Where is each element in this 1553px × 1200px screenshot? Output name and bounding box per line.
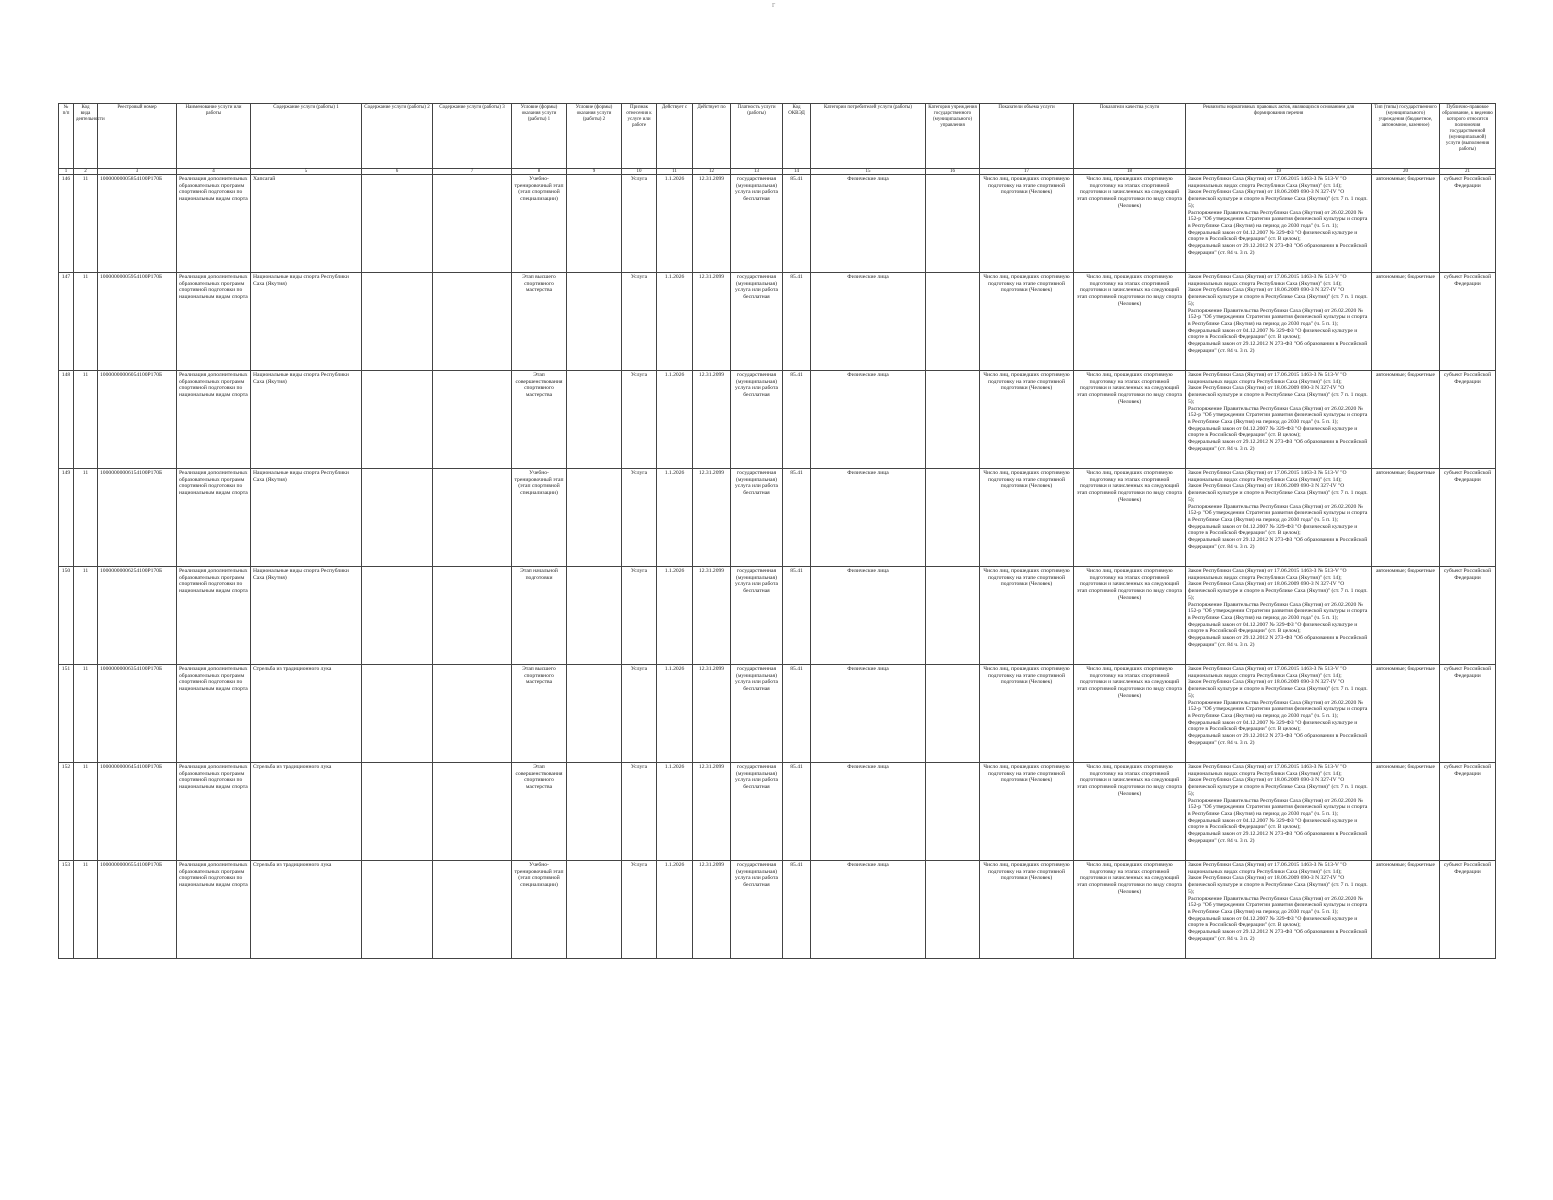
- okved-code: 85.41: [783, 665, 811, 763]
- volume-indicator: Число лиц, прошедших спортивную подготовку на этапе спортивной подготовки (Человек): [980, 469, 1074, 567]
- public-entity: субъект Российской Федерации: [1440, 763, 1496, 861]
- volume-indicator: Число лиц, прошедших спортивную подготовку на этапе спортивной подготовки (Человек): [980, 665, 1074, 763]
- legal-act-line: Распоряжение Правительства Республики Саха (Якутия) от 26.02.2020 № 152-р "Об утверждении Стратегии развития физической культуры и спорта в Республике Саха (Якутия) на период до 2030 года" (ч. 5 п. 1);: [1188, 503, 1368, 523]
- legal-act-line: Закон Республики Саха (Якутия) от 17.06.2015 1463-З № 513-V "О национальных видах спорта Республики Саха (Якутия)" (ст. 14);: [1188, 666, 1347, 679]
- okved-code: 85.41: [783, 763, 811, 861]
- legal-act-line: Распоряжение Правительства Республики Саха (Якутия) от 26.02.2020 № 152-р "Об утверждении Стратегии развития физической культуры и спорта в Республике Саха (Якутия) на период до 2030 года" (ч. 5 п. 1);: [1188, 797, 1368, 817]
- content-3: [433, 273, 512, 371]
- content-2: [362, 175, 433, 273]
- legal-act-line: Федеральный закон от 29.12.2012 N 273-ФЗ "Об образовании в Российской Федерации" (ст. 84 ч. 3 п. 2): [1188, 537, 1368, 550]
- service-sign: Услуга: [622, 861, 657, 959]
- service-name: Реализация дополнительных образовательных программ спортивной подготовки по национальным видам спорта: [177, 567, 251, 665]
- content-2: [362, 469, 433, 567]
- column-number: 11: [657, 169, 693, 175]
- consumer-category: Физические лица: [811, 763, 926, 861]
- service-name: Реализация дополнительных образовательных программ спортивной подготовки по национальным видам спорта: [177, 861, 251, 959]
- registry-number: 10000000006554100Р170Б: [98, 861, 177, 959]
- content-3: [433, 371, 512, 469]
- column-number: 14: [783, 169, 811, 175]
- legal-act-line: Закон Республики Саха (Якутия) от 18.06.2009 690-З N 327-IV "О физической культуре и спорте в Республике Саха (Якутия)" (ст. 7 п. 1 подп. 5);: [1188, 581, 1368, 601]
- activity-code: 11: [74, 371, 98, 469]
- legal-act-line: Закон Республики Саха (Якутия) от 18.06.2009 690-З N 327-IV "О физической культуре и спорте в Республике Саха (Якутия)" (ст. 7 п. 1 подп. 5);: [1188, 385, 1368, 405]
- column-number: 2: [74, 169, 98, 175]
- date-to: 12.31.2099: [693, 861, 731, 959]
- activity-code: 11: [74, 567, 98, 665]
- content-2: [362, 861, 433, 959]
- legal-acts: [1186, 567, 1372, 665]
- activity-code: 11: [74, 861, 98, 959]
- content-2: [362, 763, 433, 861]
- column-header: Содержание услуги (работы) 3: [433, 104, 512, 169]
- legal-act-line: Распоряжение Правительства Республики Саха (Якутия) от 26.02.2020 № 152-р "Об утверждении Стратегии развития физической культуры и спорта в Республике Саха (Якутия) на период до 2030 года" (ч. 5 п. 1);: [1188, 307, 1368, 327]
- date-from: 1.1.2026: [657, 371, 693, 469]
- activity-code: 11: [74, 763, 98, 861]
- condition-2: [567, 567, 622, 665]
- activity-code: 11: [74, 469, 98, 567]
- column-header: Платность услуги (работы): [731, 104, 783, 169]
- service-sign: Услуга: [622, 175, 657, 273]
- volume-indicator: Число лиц, прошедших спортивную подготовку на этапе спортивной подготовки (Человек): [980, 861, 1074, 959]
- quality-indicator: Число лиц, прошедших спортивную подготовку на этапах спортивной подготовки и зачисленных на следующий этап спортивной подготовки по виду спорта (Человек): [1074, 469, 1186, 567]
- payment-type: государственная (муниципальная) услуга или работа бесплатная: [731, 469, 783, 567]
- row-number: 152: [59, 763, 74, 861]
- column-number: 13: [731, 169, 783, 175]
- condition-1: Учебно-тренировочный этап (этап спортивной специализации): [512, 175, 567, 273]
- okved-code: 85.41: [783, 273, 811, 371]
- quality-indicator: Число лиц, прошедших спортивную подготовку на этапах спортивной подготовки и зачисленных на следующий этап спортивной подготовки по виду спорта (Человек): [1074, 371, 1186, 469]
- legal-act-line: Федеральный закон от 29.12.2012 N 273-ФЗ "Об образовании в Российской Федерации" (ст. 84 ч. 3 п. 2): [1188, 341, 1368, 354]
- institution-category: [926, 371, 980, 469]
- service-sign: Услуга: [622, 665, 657, 763]
- okved-code: 85.41: [783, 861, 811, 959]
- consumer-category: Физические лица: [811, 371, 926, 469]
- content-1: Хапсагай: [251, 175, 362, 273]
- column-number: 20: [1372, 169, 1440, 175]
- legal-act-line: Распоряжение Правительства Республики Саха (Якутия) от 26.02.2020 № 152-р "Об утверждении Стратегии развития физической культуры и спорта в Республике Саха (Якутия) на период до 2030 года" (ч. 5 п. 1);: [1188, 405, 1368, 425]
- payment-type: государственная (муниципальная) услуга или работа бесплатная: [731, 371, 783, 469]
- legal-acts: [1186, 273, 1372, 371]
- column-header: Категория учреждения государственного (муниципального) управления: [926, 104, 980, 169]
- row-number: 150: [59, 567, 74, 665]
- table-row: [59, 469, 1496, 567]
- legal-acts: [1186, 861, 1372, 959]
- consumer-category: Физические лица: [811, 665, 926, 763]
- activity-code: 11: [74, 665, 98, 763]
- column-header: Действует с: [657, 104, 693, 169]
- service-sign: Услуга: [622, 273, 657, 371]
- volume-indicator: Число лиц, прошедших спортивную подготовку на этапе спортивной подготовки (Человек): [980, 175, 1074, 273]
- content-2: [362, 567, 433, 665]
- okved-code: 85.41: [783, 567, 811, 665]
- date-to: 12.31.2099: [693, 469, 731, 567]
- service-sign: Услуга: [622, 763, 657, 861]
- okved-code: 85.41: [783, 469, 811, 567]
- column-number: 7: [433, 169, 512, 175]
- date-from: 1.1.2026: [657, 665, 693, 763]
- service-name: Реализация дополнительных образовательных программ спортивной подготовки по национальным видам спорта: [177, 665, 251, 763]
- column-header: Код вида деятельности: [74, 104, 98, 169]
- legal-act-line: Федеральный закон от 29.12.2012 N 273-ФЗ "Об образовании в Российской Федерации" (ст. 84 ч. 3 п. 2): [1188, 439, 1368, 452]
- column-number: 16: [926, 169, 980, 175]
- service-name: Реализация дополнительных образовательных программ спортивной подготовки по национальным видам спорта: [177, 175, 251, 273]
- service-name: Реализация дополнительных образовательных программ спортивной подготовки по национальным видам спорта: [177, 371, 251, 469]
- content-1: Стрельба из традиционного лука: [251, 665, 362, 763]
- legal-acts: [1186, 469, 1372, 567]
- institution-category: [926, 763, 980, 861]
- content-2: [362, 665, 433, 763]
- date-from: 1.1.2026: [657, 763, 693, 861]
- registry-number: 10000000006054100Р170Б: [98, 371, 177, 469]
- row-number: 146: [59, 175, 74, 273]
- column-number: 6: [362, 169, 433, 175]
- legal-act-line: Распоряжение Правительства Республики Саха (Якутия) от 26.02.2020 № 152-р "Об утверждении Стратегии развития физической культуры и спорта в Республике Саха (Якутия) на период до 2030 года" (ч. 5 п. 1);: [1188, 699, 1368, 719]
- institution-type: автономные; бюджетные: [1372, 567, 1440, 665]
- column-header: Действует по: [693, 104, 731, 169]
- legal-act-line: Закон Республики Саха (Якутия) от 17.06.2015 1463-З № 513-V "О национальных видах спорта Республики Саха (Якутия)" (ст. 14);: [1188, 764, 1347, 777]
- table-row: [59, 763, 1496, 861]
- condition-2: [567, 665, 622, 763]
- service-name: Реализация дополнительных образовательных программ спортивной подготовки по национальным видам спорта: [177, 273, 251, 371]
- legal-act-line: Федеральный закон от 04.12.2007 № 329-ФЗ "О физической культуре и спорте в Российской Федерации" (ст. В целом);: [1188, 719, 1358, 733]
- legal-act-line: Закон Республики Саха (Якутия) от 18.06.2009 690-З N 327-IV "О физической культуре и спорте в Республике Саха (Якутия)" (ст. 7 п. 1 подп. 5);: [1188, 777, 1368, 797]
- payment-type: государственная (муниципальная) услуга или работа бесплатная: [731, 567, 783, 665]
- date-to: 12.31.2099: [693, 273, 731, 371]
- consumer-category: Физические лица: [811, 273, 926, 371]
- registry-number: 10000000005854100Р170Б: [98, 175, 177, 273]
- table-row: [59, 861, 1496, 959]
- date-to: 12.31.2099: [693, 567, 731, 665]
- content-3: [433, 763, 512, 861]
- column-header: № п/п: [59, 104, 74, 169]
- okved-code: 85.41: [783, 175, 811, 273]
- column-header: Реестровый номер: [98, 104, 177, 169]
- column-number: 3: [98, 169, 177, 175]
- content-3: [433, 469, 512, 567]
- institution-type: автономные; бюджетные: [1372, 469, 1440, 567]
- legal-acts: [1186, 175, 1372, 273]
- legal-act-line: Федеральный закон от 04.12.2007 № 329-ФЗ "О физической культуре и спорте в Российской Федерации" (ст. В целом);: [1188, 621, 1358, 635]
- legal-act-line: Закон Республики Саха (Якутия) от 17.06.2015 1463-З № 513-V "О национальных видах спорта Республики Саха (Якутия)" (ст. 14);: [1188, 862, 1347, 875]
- content-3: [433, 665, 512, 763]
- legal-acts: [1186, 763, 1372, 861]
- public-entity: субъект Российской Федерации: [1440, 861, 1496, 959]
- registry-number: 10000000006354100Р170Б: [98, 665, 177, 763]
- content-3: [433, 175, 512, 273]
- public-entity: субъект Российской Федерации: [1440, 567, 1496, 665]
- institution-type: автономные; бюджетные: [1372, 175, 1440, 273]
- column-number: 10: [622, 169, 657, 175]
- column-header: Условие (формы) оказания услуги (работы) 2: [567, 104, 622, 169]
- registry-number: 10000000006454100Р170Б: [98, 763, 177, 861]
- legal-act-line: Федеральный закон от 04.12.2007 № 329-ФЗ "О физической культуре и спорте в Российской Федерации" (ст. В целом);: [1188, 915, 1358, 929]
- condition-1: Этап совершенствования спортивного мастерства: [512, 371, 567, 469]
- column-header: Категории потребителей услуги (работы): [811, 104, 926, 169]
- quality-indicator: Число лиц, прошедших спортивную подготовку на этапах спортивной подготовки и зачисленных на следующий этап спортивной подготовки по виду спорта (Человек): [1074, 763, 1186, 861]
- institution-category: [926, 175, 980, 273]
- legal-act-line: Закон Республики Саха (Якутия) от 18.06.2009 690-З N 327-IV "О физической культуре и спорте в Республике Саха (Якутия)" (ст. 7 п. 1 подп. 5);: [1188, 287, 1368, 307]
- column-number: 9: [567, 169, 622, 175]
- column-header: Показатели качества услуги: [1074, 104, 1186, 169]
- column-number: 21: [1440, 169, 1496, 175]
- payment-type: государственная (муниципальная) услуга или работа бесплатная: [731, 861, 783, 959]
- content-1: Национальные виды спорта Республики Саха (Якутия): [251, 469, 362, 567]
- public-entity: субъект Российской Федерации: [1440, 371, 1496, 469]
- date-to: 12.31.2099: [693, 665, 731, 763]
- condition-1: Этап начальной подготовки: [512, 567, 567, 665]
- content-3: [433, 861, 512, 959]
- condition-1: Учебно-тренировочный этап (этап спортивной специализации): [512, 469, 567, 567]
- payment-type: государственная (муниципальная) услуга или работа бесплатная: [731, 175, 783, 273]
- legal-act-line: Федеральный закон от 04.12.2007 № 329-ФЗ "О физической культуре и спорте в Российской Федерации" (ст. В целом);: [1188, 425, 1358, 439]
- legal-act-line: Закон Республики Саха (Якутия) от 17.06.2015 1463-З № 513-V "О национальных видах спорта Республики Саха (Якутия)" (ст. 14);: [1188, 568, 1347, 581]
- registry-number: 10000000006254100Р170Б: [98, 567, 177, 665]
- date-from: 1.1.2026: [657, 567, 693, 665]
- column-header: Содержание услуги (работы) 1: [251, 104, 362, 169]
- legal-act-line: Закон Республики Саха (Якутия) от 17.06.2015 1463-З № 513-V "О национальных видах спорта Республики Саха (Якутия)" (ст. 14);: [1188, 274, 1347, 287]
- institution-category: [926, 567, 980, 665]
- legal-act-line: Федеральный закон от 29.12.2012 N 273-ФЗ "Об образовании в Российской Федерации" (ст. 84 ч. 3 п. 2): [1188, 831, 1368, 844]
- date-to: 12.31.2099: [693, 371, 731, 469]
- quality-indicator: Число лиц, прошедших спортивную подготовку на этапах спортивной подготовки и зачисленных на следующий этап спортивной подготовки по виду спорта (Человек): [1074, 273, 1186, 371]
- legal-act-line: Распоряжение Правительства Республики Саха (Якутия) от 26.02.2020 № 152-р "Об утверждении Стратегии развития физической культуры и спорта в Республике Саха (Якутия) на период до 2030 года" (ч. 5 п. 1);: [1188, 895, 1368, 915]
- institution-type: автономные; бюджетные: [1372, 861, 1440, 959]
- content-3: [433, 567, 512, 665]
- institution-type: автономные; бюджетные: [1372, 763, 1440, 861]
- column-number: 1: [59, 169, 74, 175]
- condition-1: Этап совершенствования спортивного мастерства: [512, 763, 567, 861]
- column-header: Признак отнесения к услуге или работе: [622, 104, 657, 169]
- legal-act-line: Закон Республики Саха (Якутия) от 18.06.2009 690-З N 327-IV "О физической культуре и спорте в Республике Саха (Якутия)" (ст. 7 п. 1 подп. 5);: [1188, 875, 1368, 895]
- content-1: Стрельба из традиционного лука: [251, 861, 362, 959]
- column-number: 17: [980, 169, 1074, 175]
- content-2: [362, 371, 433, 469]
- column-header: Наименование услуги или работы: [177, 104, 251, 169]
- legal-act-line: Федеральный закон от 04.12.2007 № 329-ФЗ "О физической культуре и спорте в Российской Федерации" (ст. В целом);: [1188, 327, 1358, 341]
- institution-category: [926, 665, 980, 763]
- date-to: 12.31.2099: [693, 175, 731, 273]
- legal-act-line: Федеральный закон от 29.12.2012 N 273-ФЗ "Об образовании в Российской Федерации" (ст. 84 ч. 3 п. 2): [1188, 929, 1368, 942]
- column-number: 18: [1074, 169, 1186, 175]
- row-number: 147: [59, 273, 74, 371]
- legal-act-line: Распоряжение Правительства Республики Саха (Якутия) от 26.02.2020 № 152-р "Об утверждении Стратегии развития физической культуры и спорта в Республике Саха (Якутия) на период до 2030 года" (ч. 5 п. 1);: [1188, 209, 1368, 229]
- institution-category: [926, 861, 980, 959]
- activity-code: 11: [74, 175, 98, 273]
- condition-1: Учебно-тренировочный этап (этап спортивной специализации): [512, 861, 567, 959]
- payment-type: государственная (муниципальная) услуга или работа бесплатная: [731, 273, 783, 371]
- condition-2: [567, 861, 622, 959]
- table-row: [59, 371, 1496, 469]
- condition-2: [567, 763, 622, 861]
- column-number: 5: [251, 169, 362, 175]
- quality-indicator: Число лиц, прошедших спортивную подготовку на этапах спортивной подготовки и зачисленных на следующий этап спортивной подготовки по виду спорта (Человек): [1074, 861, 1186, 959]
- header-row: [59, 104, 1496, 169]
- service-sign: Услуга: [622, 371, 657, 469]
- legal-act-line: Федеральный закон от 29.12.2012 N 273-ФЗ "Об образовании в Российской Федерации" (ст. 84 ч. 3 п. 2): [1188, 243, 1368, 256]
- institution-category: [926, 469, 980, 567]
- service-name: Реализация дополнительных образовательных программ спортивной подготовки по национальным видам спорта: [177, 763, 251, 861]
- volume-indicator: Число лиц, прошедших спортивную подготовку на этапе спортивной подготовки (Человек): [980, 371, 1074, 469]
- condition-2: [567, 371, 622, 469]
- quality-indicator: Число лиц, прошедших спортивную подготовку на этапах спортивной подготовки и зачисленных на следующий этап спортивной подготовки по виду спорта (Человек): [1074, 665, 1186, 763]
- consumer-category: Физические лица: [811, 469, 926, 567]
- content-1: Национальные виды спорта Республики Саха (Якутия): [251, 567, 362, 665]
- legal-act-line: Закон Республики Саха (Якутия) от 17.06.2015 1463-З № 513-V "О национальных видах спорта Республики Саха (Якутия)" (ст. 14);: [1188, 470, 1347, 483]
- legal-act-line: Федеральный закон от 29.12.2012 N 273-ФЗ "Об образовании в Российской Федерации" (ст. 84 ч. 3 п. 2): [1188, 635, 1368, 648]
- condition-2: [567, 469, 622, 567]
- legal-acts: [1186, 371, 1372, 469]
- legal-act-line: Федеральный закон от 04.12.2007 № 329-ФЗ "О физической культуре и спорте в Российской Федерации" (ст. В целом);: [1188, 523, 1358, 537]
- column-number: 8: [512, 169, 567, 175]
- content-1: Национальные виды спорта Республики Саха (Якутия): [251, 371, 362, 469]
- okved-code: 85.41: [783, 371, 811, 469]
- condition-1: Этап высшего спортивного мастерства: [512, 273, 567, 371]
- condition-2: [567, 273, 622, 371]
- table-row: [59, 273, 1496, 371]
- legal-act-line: Распоряжение Правительства Республики Саха (Якутия) от 26.02.2020 № 152-р "Об утверждении Стратегии развития физической культуры и спорта в Республике Саха (Якутия) на период до 2030 года" (ч. 5 п. 1);: [1188, 601, 1368, 621]
- column-header: Показатели объема услуги: [980, 104, 1074, 169]
- row-number: 153: [59, 861, 74, 959]
- legal-act-line: Федеральный закон от 04.12.2007 № 329-ФЗ "О физической культуре и спорте в Российской Федерации" (ст. В целом);: [1188, 229, 1358, 243]
- legal-act-line: Закон Республики Саха (Якутия) от 17.06.2015 1463-З № 513-V "О национальных видах спорта Республики Саха (Якутия)" (ст. 14);: [1188, 372, 1347, 385]
- volume-indicator: Число лиц, прошедших спортивную подготовку на этапе спортивной подготовки (Человек): [980, 567, 1074, 665]
- column-number: 12: [693, 169, 731, 175]
- column-header: Публично-правовое образование, к ведению которого относятся полномочия государственной (муниципальной) услуги (выполнения работы): [1440, 104, 1496, 169]
- quality-indicator: Число лиц, прошедших спортивную подготовку на этапах спортивной подготовки и зачисленных на следующий этап спортивной подготовки по виду спорта (Человек): [1074, 567, 1186, 665]
- consumer-category: Физические лица: [811, 861, 926, 959]
- column-number: 15: [811, 169, 926, 175]
- date-from: 1.1.2026: [657, 861, 693, 959]
- table-row: [59, 665, 1496, 763]
- registry-number: 10000000005954100Р170Б: [98, 273, 177, 371]
- public-entity: субъект Российской Федерации: [1440, 665, 1496, 763]
- quality-indicator: Число лиц, прошедших спортивную подготовку на этапах спортивной подготовки и зачисленных на следующий этап спортивной подготовки по виду спорта (Человек): [1074, 175, 1186, 273]
- legal-act-line: Закон Республики Саха (Якутия) от 17.06.2015 1463-З № 513-V "О национальных видах спорта Республики Саха (Якутия)" (ст. 14);: [1188, 176, 1347, 189]
- public-entity: субъект Российской Федерации: [1440, 469, 1496, 567]
- legal-act-line: Федеральный закон от 04.12.2007 № 329-ФЗ "О физической культуре и спорте в Российской Федерации" (ст. В целом);: [1188, 817, 1358, 831]
- column-header: Тип (типы) государственного (муниципального) учреждения (бюджетное, автономное, казенное): [1372, 104, 1440, 169]
- table-row: [59, 175, 1496, 273]
- column-header: Код ОКВЭД: [783, 104, 811, 169]
- legal-act-line: Закон Республики Саха (Якутия) от 18.06.2009 690-З N 327-IV "О физической культуре и спорте в Республике Саха (Якутия)" (ст. 7 п. 1 подп. 5);: [1188, 189, 1368, 209]
- table-row: [59, 567, 1496, 665]
- service-sign: Услуга: [622, 567, 657, 665]
- registry-number: 10000000006154100Р170Б: [98, 469, 177, 567]
- condition-1: Этап высшего спортивного мастерства: [512, 665, 567, 763]
- service-sign: Услуга: [622, 469, 657, 567]
- institution-category: [926, 273, 980, 371]
- column-number: 19: [1186, 169, 1372, 175]
- column-header: Реквизиты нормативных правовых актов, являющихся основанием для формирования перечня: [1186, 104, 1372, 169]
- public-entity: субъект Российской Федерации: [1440, 175, 1496, 273]
- row-number: 149: [59, 469, 74, 567]
- date-from: 1.1.2026: [657, 175, 693, 273]
- date-from: 1.1.2026: [657, 273, 693, 371]
- institution-type: автономные; бюджетные: [1372, 273, 1440, 371]
- volume-indicator: Число лиц, прошедших спортивную подготовку на этапе спортивной подготовки (Человек): [980, 763, 1074, 861]
- content-2: [362, 273, 433, 371]
- column-header: Содержание услуги (работы) 2: [362, 104, 433, 169]
- legal-act-line: Закон Республики Саха (Якутия) от 18.06.2009 690-З N 327-IV "О физической культуре и спорте в Республике Саха (Якутия)" (ст. 7 п. 1 подп. 5);: [1188, 483, 1368, 503]
- payment-type: государственная (муниципальная) услуга или работа бесплатная: [731, 763, 783, 861]
- top-mark: г: [772, 0, 776, 9]
- institution-type: автономные; бюджетные: [1372, 371, 1440, 469]
- row-number: 148: [59, 371, 74, 469]
- date-to: 12.31.2099: [693, 763, 731, 861]
- row-number: 151: [59, 665, 74, 763]
- content-1: Стрельба из традиционного лука: [251, 763, 362, 861]
- condition-2: [567, 175, 622, 273]
- legal-act-line: Закон Республики Саха (Якутия) от 18.06.2009 690-З N 327-IV "О физической культуре и спорте в Республике Саха (Якутия)" (ст. 7 п. 1 подп. 5);: [1188, 679, 1368, 699]
- date-from: 1.1.2026: [657, 469, 693, 567]
- volume-indicator: Число лиц, прошедших спортивную подготовку на этапе спортивной подготовки (Человек): [980, 273, 1074, 371]
- service-name: Реализация дополнительных образовательных программ спортивной подготовки по национальным видам спорта: [177, 469, 251, 567]
- column-number: 4: [177, 169, 251, 175]
- services-register-table: [58, 103, 1496, 959]
- legal-acts: [1186, 665, 1372, 763]
- legal-act-line: Федеральный закон от 29.12.2012 N 273-ФЗ "Об образовании в Российской Федерации" (ст. 84 ч. 3 п. 2): [1188, 733, 1368, 746]
- public-entity: субъект Российской Федерации: [1440, 273, 1496, 371]
- content-1: Национальные виды спорта Республики Саха (Якутия): [251, 273, 362, 371]
- activity-code: 11: [74, 273, 98, 371]
- institution-type: автономные; бюджетные: [1372, 665, 1440, 763]
- consumer-category: Физические лица: [811, 175, 926, 273]
- column-header: Условие (формы) оказания услуги (работы) 1: [512, 104, 567, 169]
- payment-type: государственная (муниципальная) услуга или работа бесплатная: [731, 665, 783, 763]
- consumer-category: Физические лица: [811, 567, 926, 665]
